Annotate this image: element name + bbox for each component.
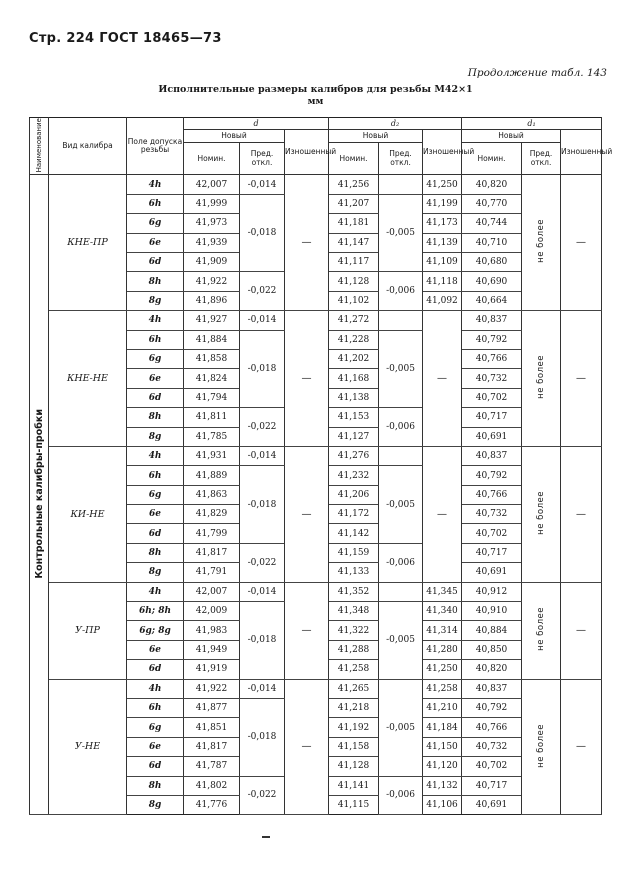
- tolerance-field: 8h: [127, 408, 184, 427]
- d2-deviation: -0,006: [379, 408, 423, 447]
- d2-nominal: 41,141: [329, 776, 379, 795]
- d1-nominal: 40,744: [462, 214, 522, 233]
- d2-nominal: 41,142: [329, 524, 379, 543]
- table-row: [30, 175, 602, 194]
- d1-nominal: 40,732: [462, 369, 522, 388]
- d1-nominal: 40,792: [462, 699, 522, 718]
- d-deviation: -0,018: [240, 699, 285, 777]
- table-body: [30, 175, 602, 815]
- d2-header: d₂: [329, 118, 462, 130]
- d1-worn: —: [561, 446, 602, 582]
- d2-nominal: 41,138: [329, 388, 379, 407]
- tolerance-field: 4h: [127, 175, 184, 194]
- d-deviation: -0,022: [240, 543, 285, 582]
- page-header: Стр. 224 ГОСТ 18465—73: [29, 31, 222, 46]
- d2-nominal: 41,348: [329, 602, 379, 621]
- d-nominal: 41,939: [184, 233, 240, 252]
- d2-nominal: 41,128: [329, 272, 379, 291]
- footer-mark: [262, 836, 270, 838]
- d-new-header: Новый: [184, 130, 285, 143]
- d2-nominal: 41,272: [329, 311, 379, 330]
- d2-worn: —: [423, 446, 462, 582]
- d1-nominal: 40,680: [462, 253, 522, 272]
- d2-deviation: [379, 582, 423, 601]
- d2-nominal: 41,128: [329, 757, 379, 776]
- d1-nominal: 40,732: [462, 737, 522, 756]
- not-more-text: не более: [536, 355, 547, 399]
- d2-worn: 41,210: [423, 699, 462, 718]
- d1-deviation-header: Пред. откл.: [522, 143, 561, 175]
- tolerance-field: 8g: [127, 795, 184, 814]
- d2-nominal: 41,181: [329, 214, 379, 233]
- d2-nominal: 41,102: [329, 291, 379, 310]
- d-nominal: 41,811: [184, 408, 240, 427]
- calibre-type: КНЕ-НЕ: [49, 311, 127, 447]
- tolerance-field: 6d: [127, 660, 184, 679]
- d-nominal: 41,983: [184, 621, 240, 640]
- tolerance-field: 6h: [127, 194, 184, 213]
- calibre-type: У-НЕ: [49, 679, 127, 815]
- d-nominal: 41,817: [184, 737, 240, 756]
- d2-worn: 41,109: [423, 253, 462, 272]
- d2-deviation: [379, 311, 423, 330]
- d1-worn-header: Изношенный: [561, 130, 602, 175]
- d1-deviation: [522, 582, 561, 679]
- d2-nominal: 41,265: [329, 679, 379, 698]
- d1-nominal: 40,717: [462, 776, 522, 795]
- d2-deviation: -0,005: [379, 194, 423, 272]
- d2-worn-header: Изношенный: [423, 130, 462, 175]
- tolerance-field: 6g: [127, 485, 184, 504]
- not-more-text: не более: [536, 607, 547, 652]
- d1-worn: —: [561, 175, 602, 311]
- d-deviation-header: Пред. откл.: [240, 143, 285, 175]
- calibre-type: КНЕ-ПР: [49, 175, 127, 311]
- d2-worn: 41,139: [423, 233, 462, 252]
- d-nominal: 41,973: [184, 214, 240, 233]
- tolerance-field: 6g: [127, 214, 184, 233]
- d1-nominal: 40,717: [462, 408, 522, 427]
- table-unit: мм: [307, 97, 324, 107]
- d2-worn: 41,132: [423, 776, 462, 795]
- d1-nominal: 40,691: [462, 563, 522, 582]
- d2-nominal: 41,159: [329, 543, 379, 562]
- calibre-type: У-ПР: [49, 582, 127, 679]
- tolerance-field: 6g: [127, 349, 184, 368]
- d-nominal: 41,858: [184, 349, 240, 368]
- tolerance-field: 6e: [127, 737, 184, 756]
- d2-deviation: -0,005: [379, 466, 423, 544]
- d1-nominal: 40,850: [462, 640, 522, 659]
- d2-deviation: [379, 446, 423, 465]
- d-nominal: 41,851: [184, 718, 240, 737]
- d2-worn: 41,340: [423, 602, 462, 621]
- tolerance-field: 6d: [127, 388, 184, 407]
- d2-nominal-header: Номин.: [329, 143, 379, 175]
- d1-nominal: 40,691: [462, 795, 522, 814]
- d-deviation: -0,014: [240, 446, 285, 465]
- table-title: Исполнительные размеры калибров для резьбы М42×1: [158, 84, 473, 95]
- d2-nominal: 41,127: [329, 427, 379, 446]
- d1-worn: —: [561, 582, 602, 679]
- tolerance-field: 6e: [127, 233, 184, 252]
- d2-new-header: Новый: [329, 130, 423, 143]
- calibre-type: КИ-НЕ: [49, 446, 127, 582]
- d1-nominal: 40,837: [462, 446, 522, 465]
- d2-worn: 41,118: [423, 272, 462, 291]
- d-nominal: 41,776: [184, 795, 240, 814]
- d1-deviation: [522, 446, 561, 582]
- tolerance-field: 6d: [127, 524, 184, 543]
- d-nominal: 41,922: [184, 272, 240, 291]
- d-nominal: 42,007: [184, 175, 240, 194]
- table-continuation-label: Продолжение табл. 143: [467, 67, 607, 79]
- tolerance-field: 6h; 8h: [127, 602, 184, 621]
- d-nominal: 41,927: [184, 311, 240, 330]
- d-deviation: -0,014: [240, 311, 285, 330]
- tolerance-field: 6e: [127, 505, 184, 524]
- d-nominal: 41,785: [184, 427, 240, 446]
- d2-nominal: 41,117: [329, 253, 379, 272]
- d-deviation: -0,014: [240, 175, 285, 194]
- not-more-text: не более: [536, 219, 547, 264]
- d1-nominal: 40,837: [462, 679, 522, 698]
- d-nominal: 41,829: [184, 505, 240, 524]
- side-group-label: [30, 175, 49, 815]
- d2-nominal: 41,202: [329, 349, 379, 368]
- d-deviation: -0,014: [240, 679, 285, 698]
- d2-worn: 41,345: [423, 582, 462, 601]
- d2-worn: 41,314: [423, 621, 462, 640]
- table-row: [30, 311, 602, 330]
- d2-nominal: 41,228: [329, 330, 379, 349]
- d-worn: —: [285, 311, 329, 447]
- calibre-dimensions-table: [29, 117, 613, 815]
- d-nominal: 42,009: [184, 602, 240, 621]
- tolerance-field: 6h: [127, 466, 184, 485]
- d1-header: d₁: [462, 118, 602, 130]
- d1-nominal: 40,702: [462, 524, 522, 543]
- d2-nominal: 41,147: [329, 233, 379, 252]
- d2-nominal: 41,172: [329, 505, 379, 524]
- d2-nominal: 41,133: [329, 563, 379, 582]
- d1-worn: —: [561, 311, 602, 447]
- side-group-label-text: Контрольные калибры-пробки: [33, 408, 45, 579]
- d1-nominal-header: Номин.: [462, 143, 522, 175]
- d2-deviation: -0,006: [379, 543, 423, 582]
- d2-deviation: -0,005: [379, 330, 423, 408]
- tolerance-field: 6e: [127, 640, 184, 659]
- tolerance-field: 4h: [127, 582, 184, 601]
- tolerance-field: 8g: [127, 291, 184, 310]
- tolerance-field: 8g: [127, 563, 184, 582]
- d1-nominal: 40,766: [462, 349, 522, 368]
- d2-worn: 41,092: [423, 291, 462, 310]
- d1-nominal: 40,717: [462, 543, 522, 562]
- d2-nominal: 41,288: [329, 640, 379, 659]
- d-nominal: 41,999: [184, 194, 240, 213]
- tolerance-field: 6g; 8g: [127, 621, 184, 640]
- d1-deviation: [522, 311, 561, 447]
- d2-worn: 41,106: [423, 795, 462, 814]
- d2-worn: 41,258: [423, 679, 462, 698]
- d2-nominal: 41,352: [329, 582, 379, 601]
- d-deviation: -0,022: [240, 776, 285, 815]
- d2-worn: 41,280: [423, 640, 462, 659]
- d2-worn: —: [423, 311, 462, 447]
- d1-nominal: 40,702: [462, 388, 522, 407]
- d-deviation: -0,014: [240, 582, 285, 601]
- d2-worn: 41,184: [423, 718, 462, 737]
- d-nominal: 41,787: [184, 757, 240, 776]
- tolerance-field: 6h: [127, 699, 184, 718]
- d1-nominal: 40,837: [462, 311, 522, 330]
- tolerance-field: 4h: [127, 679, 184, 698]
- d-nominal: 41,889: [184, 466, 240, 485]
- d2-worn: 41,173: [423, 214, 462, 233]
- d-nominal: 41,799: [184, 524, 240, 543]
- d2-nominal: 41,115: [329, 795, 379, 814]
- d2-nominal: 41,207: [329, 194, 379, 213]
- d1-nominal: 40,766: [462, 485, 522, 504]
- d-nominal: 41,896: [184, 291, 240, 310]
- d-nominal: 41,794: [184, 388, 240, 407]
- d1-nominal: 40,664: [462, 291, 522, 310]
- d2-deviation: -0,005: [379, 602, 423, 680]
- d-nominal: 41,949: [184, 640, 240, 659]
- d2-nominal: 41,206: [329, 485, 379, 504]
- d1-nominal: 40,690: [462, 272, 522, 291]
- tolerance-field: 6e: [127, 369, 184, 388]
- d-nominal: 42,007: [184, 582, 240, 601]
- d1-nominal: 40,820: [462, 660, 522, 679]
- d1-worn: —: [561, 679, 602, 815]
- d2-nominal: 41,153: [329, 408, 379, 427]
- d1-nominal: 40,702: [462, 757, 522, 776]
- tolerance-field: 8h: [127, 776, 184, 795]
- tolerance-field: 8g: [127, 427, 184, 446]
- tolerance-field: 6d: [127, 757, 184, 776]
- d-deviation: -0,018: [240, 466, 285, 544]
- d-worn: —: [285, 175, 329, 311]
- d1-nominal: 40,732: [462, 505, 522, 524]
- d-nominal: 41,791: [184, 563, 240, 582]
- d2-nominal: 41,232: [329, 466, 379, 485]
- d2-nominal: 41,158: [329, 737, 379, 756]
- d1-nominal: 40,766: [462, 718, 522, 737]
- d-nominal: 41,922: [184, 679, 240, 698]
- d2-deviation: -0,006: [379, 776, 423, 815]
- table-row: [30, 679, 602, 698]
- d2-deviation-header: Пред. откл.: [379, 143, 423, 175]
- not-more-text: не более: [536, 723, 547, 768]
- tolerance-field: 4h: [127, 446, 184, 465]
- d-nominal: 41,824: [184, 369, 240, 388]
- d-deviation: -0,022: [240, 272, 285, 311]
- d-header: d: [184, 118, 329, 130]
- d2-nominal: 41,192: [329, 718, 379, 737]
- tolerance-field: 8h: [127, 543, 184, 562]
- tolerance-field: 6d: [127, 253, 184, 272]
- d-deviation: -0,018: [240, 330, 285, 408]
- d1-new-header: Новый: [462, 130, 561, 143]
- table-row: [30, 446, 602, 465]
- d-worn: —: [285, 446, 329, 582]
- d2-worn: 41,250: [423, 660, 462, 679]
- d-nominal: 41,877: [184, 699, 240, 718]
- d-nominal: 41,863: [184, 485, 240, 504]
- d1-nominal: 40,770: [462, 194, 522, 213]
- d1-nominal: 40,691: [462, 427, 522, 446]
- d2-worn: 41,250: [423, 175, 462, 194]
- d-nominal: 41,817: [184, 543, 240, 562]
- d-nominal: 41,919: [184, 660, 240, 679]
- tolerance-field: 6g: [127, 718, 184, 737]
- tolerance-col-header: Поле допуска резьбы: [127, 118, 184, 175]
- not-more-text: не более: [536, 490, 547, 535]
- d1-nominal: 40,792: [462, 466, 522, 485]
- d2-nominal: 41,218: [329, 699, 379, 718]
- d-nominal-header: Номин.: [184, 143, 240, 175]
- d1-nominal: 40,710: [462, 233, 522, 252]
- tolerance-field: 4h: [127, 311, 184, 330]
- d1-nominal: 40,820: [462, 175, 522, 194]
- d-nominal: 41,931: [184, 446, 240, 465]
- d1-deviation: [522, 679, 561, 815]
- d2-worn: 41,199: [423, 194, 462, 213]
- name-col-header: Наименование: [30, 118, 49, 175]
- d1-nominal: 40,912: [462, 582, 522, 601]
- tolerance-field: 8h: [127, 272, 184, 291]
- d2-worn: 41,120: [423, 757, 462, 776]
- d2-nominal: 41,256: [329, 175, 379, 194]
- d2-deviation: -0,006: [379, 272, 423, 311]
- d2-nominal: 41,168: [329, 369, 379, 388]
- d-worn-header: Изношенный: [285, 130, 329, 175]
- tolerance-field: 6h: [127, 330, 184, 349]
- d1-deviation: [522, 175, 561, 311]
- d2-nominal: 41,276: [329, 446, 379, 465]
- d1-nominal: 40,910: [462, 602, 522, 621]
- d1-nominal: 40,792: [462, 330, 522, 349]
- d2-deviation: -0,005: [379, 679, 423, 776]
- d-worn: —: [285, 679, 329, 815]
- d-worn: —: [285, 582, 329, 679]
- d2-deviation: [379, 175, 423, 194]
- d2-worn: 41,150: [423, 737, 462, 756]
- d2-nominal: 41,322: [329, 621, 379, 640]
- d-deviation: -0,022: [240, 408, 285, 447]
- calibre-col-header: Вид калибра: [49, 118, 127, 175]
- d2-nominal: 41,258: [329, 660, 379, 679]
- d-deviation: -0,018: [240, 602, 285, 680]
- d1-nominal: 40,884: [462, 621, 522, 640]
- d-nominal: 41,909: [184, 253, 240, 272]
- table-row: [30, 582, 602, 601]
- d-nominal: 41,884: [184, 330, 240, 349]
- d-deviation: -0,018: [240, 194, 285, 272]
- d-nominal: 41,802: [184, 776, 240, 795]
